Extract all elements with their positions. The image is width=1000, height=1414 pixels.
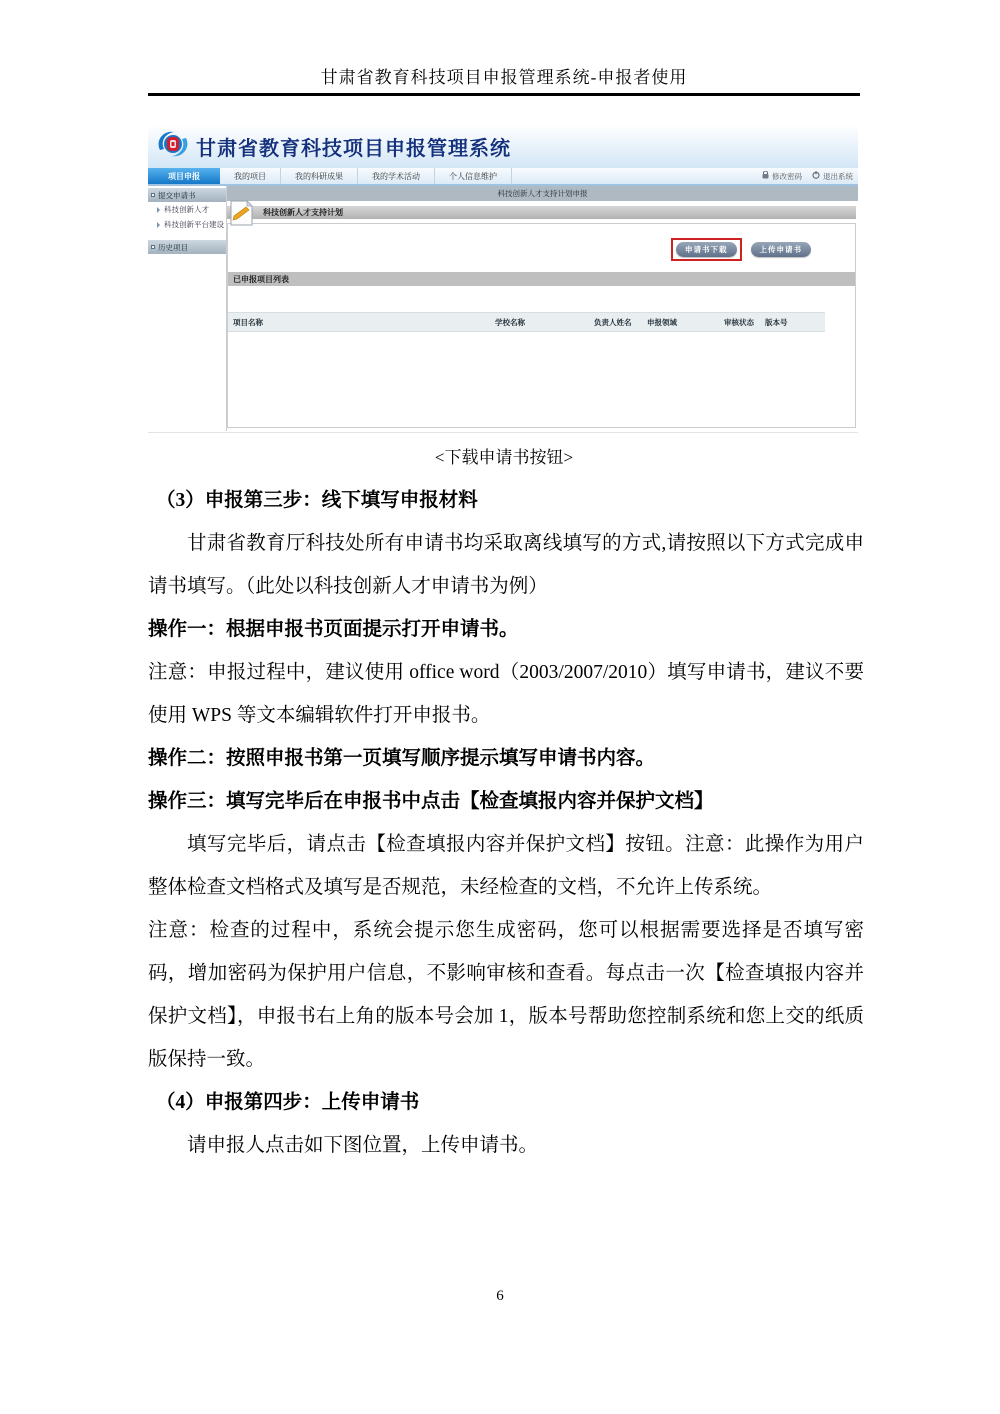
- figure-caption: <下载申请书按钮>: [434, 448, 574, 467]
- logout-link[interactable]: 退出系统: [807, 168, 858, 184]
- heading-step3: （3）申报第三步：线下填写申报材料: [156, 490, 478, 511]
- app-logo-title: 甘肃省教育科技项目申报管理系统: [196, 138, 511, 160]
- nav-tab-project-apply[interactable]: 项目申报: [148, 168, 220, 184]
- heading-operation1: 操作一：根据申报书页面提示打开申请书。: [148, 619, 519, 640]
- col-version-number: 版本号: [765, 317, 788, 327]
- page-number: 6: [496, 1288, 504, 1304]
- arrow-bullet-icon: [157, 222, 160, 228]
- sidebar: [148, 186, 227, 431]
- col-school-name: 学校名称: [495, 317, 525, 327]
- app-logo-bar: [148, 125, 858, 168]
- projects-table-header: [228, 312, 825, 332]
- nav-tab-my-projects[interactable]: 我的项目: [220, 168, 281, 184]
- change-password-link[interactable]: 修改密码: [757, 168, 807, 184]
- document-pencil-icon: [229, 200, 254, 227]
- col-project-name: 项目名称: [233, 317, 263, 327]
- sidebar-section-history: 历史项目: [148, 240, 226, 254]
- square-bullet-icon: [151, 245, 155, 249]
- main-content: [227, 186, 858, 431]
- heading-step4: （4）申报第四步：上传申请书: [156, 1092, 420, 1113]
- heading-operation2: 操作二：按照申报书第一页填写顺序提示填写申请书内容。: [148, 748, 656, 769]
- para-offline-fill: 甘肃省教育厅科技处所有申请书均采取离线填写的方式,请按照以下方式完成申请书填写。（此处以科技创新人才申请书为例）: [148, 533, 864, 597]
- upload-application-button[interactable]: 上传申请书: [751, 242, 812, 257]
- doc-header-title: 甘肃省教育科技项目申报管理系统-申报者使用: [320, 68, 688, 87]
- square-bullet-icon: [151, 193, 155, 197]
- sidebar-item-innovation-talent[interactable]: 科技创新人才: [148, 202, 226, 217]
- page-header-bar: 科技创新人才支持计划申报: [227, 186, 858, 201]
- col-review-status: 审核状态: [724, 317, 754, 327]
- app-logo-icon: [156, 128, 190, 165]
- doc-body: [148, 479, 864, 1167]
- para-check-protect: 填写完毕后，请点击【检查填报内容并保护文档】按钮。注意：此操作为用户整体检查文档格式及填写是否规范，未经检查的文档，不允许上传系统。: [148, 834, 864, 898]
- apply-panel: [227, 223, 856, 428]
- nav-spacer: [512, 168, 757, 184]
- sidebar-item-innovation-platform[interactable]: 科技创新平台建设: [148, 217, 226, 232]
- header-rule: [148, 93, 860, 96]
- para-upload-hint: 请申报人点击如下图位置，上传申请书。: [187, 1135, 539, 1156]
- nav-tab-personal-info[interactable]: 个人信息维护: [435, 168, 512, 184]
- app-screenshot: [148, 125, 858, 433]
- app-nav-bar: [148, 168, 858, 186]
- arrow-bullet-icon: [157, 207, 160, 213]
- red-annotation-box: [671, 238, 742, 261]
- nav-tab-my-achievements[interactable]: 我的科研成果: [281, 168, 358, 184]
- nav-tab-my-activities[interactable]: 我的学术活动: [358, 168, 435, 184]
- sidebar-gap: [148, 232, 226, 238]
- lock-icon: [762, 171, 769, 181]
- power-icon: [812, 171, 820, 181]
- col-leader-name: 负责人姓名: [594, 317, 632, 327]
- para-note-password-version: 注意：检查的过程中，系统会提示您生成密码，您可以根据需要选择是否填写密码，增加密码为保护用户信息，不影响审核和查看。每点击一次【检查填报内容并保护文档】，申报书右上角的版本号会加 1，版本号帮助您控制系统和您上交的纸质版保持一致。: [148, 920, 864, 1070]
- plan-title-bar: 科技创新人才支持计划: [227, 206, 856, 219]
- button-row: [228, 238, 855, 261]
- declared-projects-list-bar: 已申报项目列表: [228, 272, 855, 286]
- plan-title-row: [227, 201, 858, 223]
- para-note-office-word: 注意：申报过程中，建议使用 office word（2003/2007/2010）填写申请书，建议不要使用 WPS 等文本编辑软件打开申报书。: [148, 662, 864, 726]
- download-application-button[interactable]: 申请书下载: [676, 242, 737, 257]
- heading-operation3: 操作三：填写完毕后在申报书中点击【检查填报内容并保护文档】: [148, 791, 714, 812]
- app-body: [148, 186, 858, 431]
- col-apply-field: 申报领域: [647, 317, 677, 327]
- sidebar-section-submit: 提交申请书: [148, 188, 226, 202]
